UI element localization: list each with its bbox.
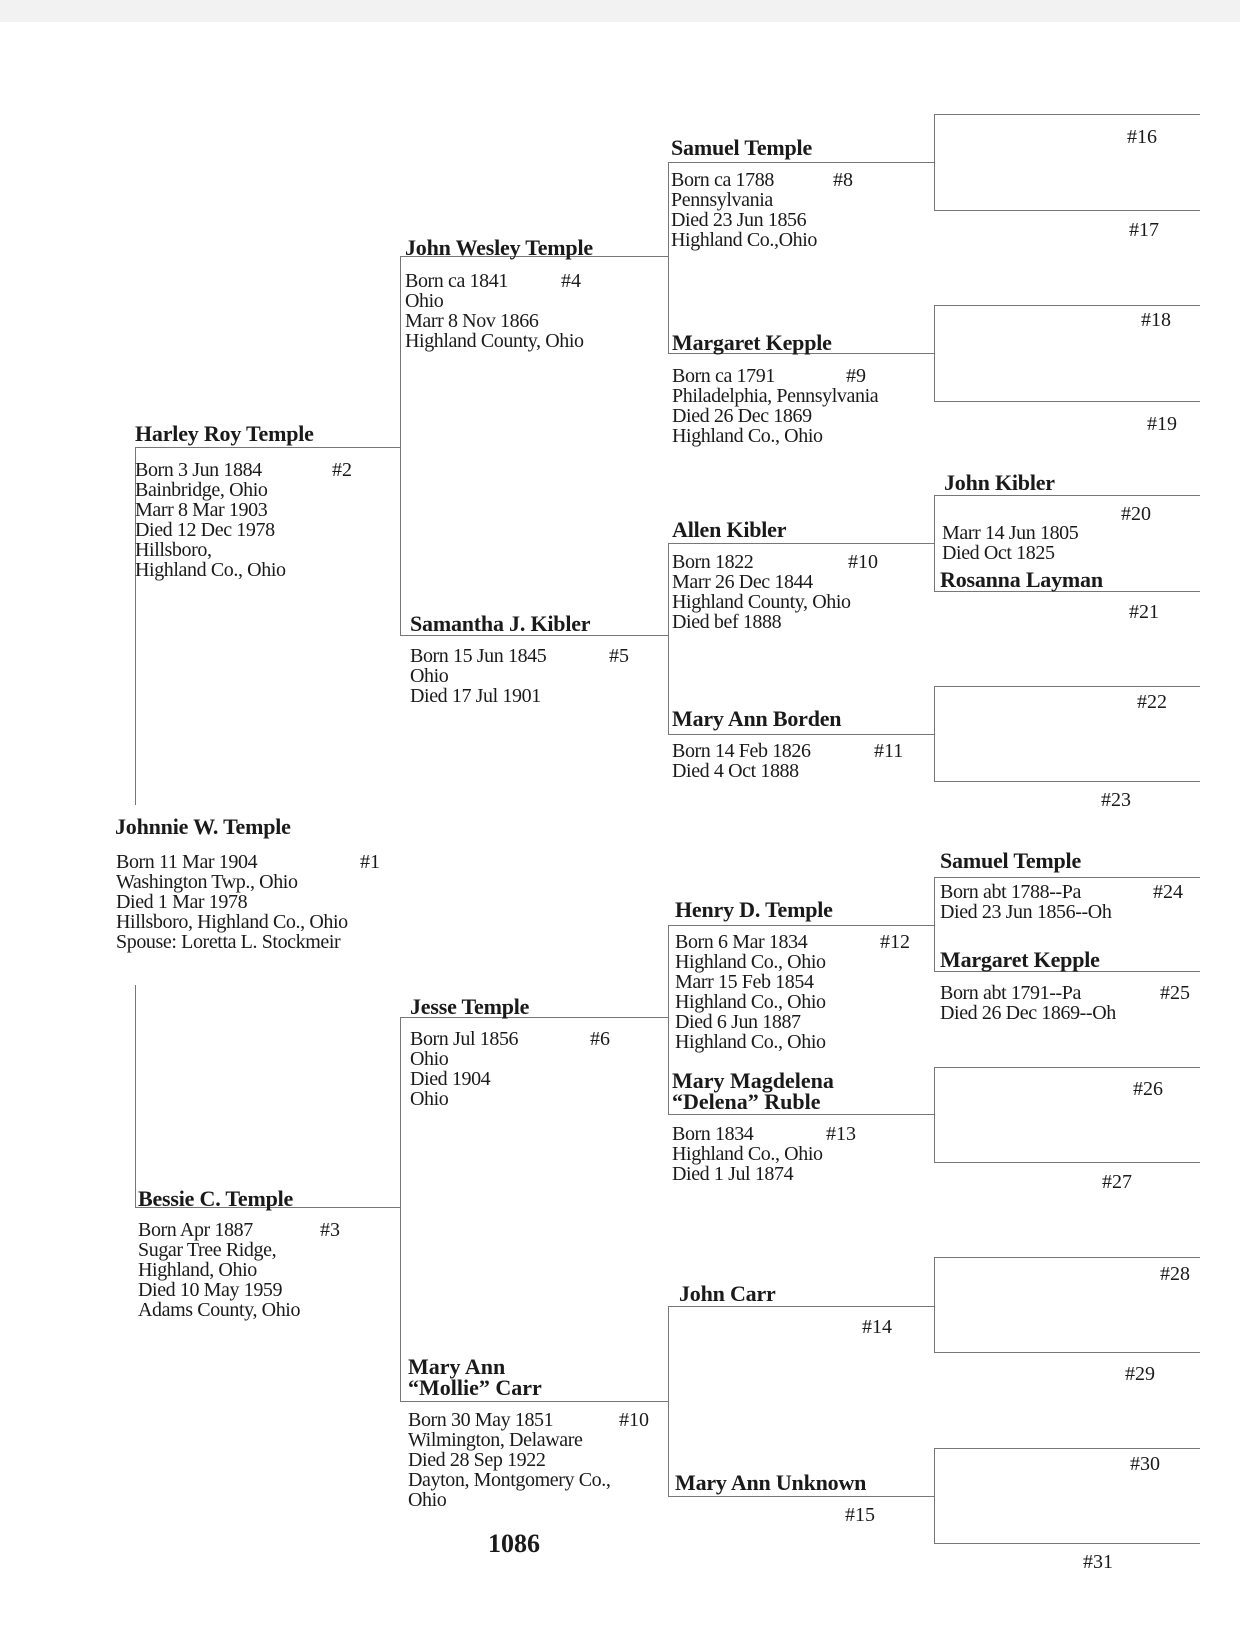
connector-line [400, 1017, 401, 1401]
connector-line [400, 1401, 668, 1402]
person-14-name: John Carr [679, 1281, 776, 1306]
person-1-name: Johnnie W. Temple [115, 814, 291, 839]
connector-line [668, 1306, 934, 1307]
detail-line: Ohio [408, 1489, 447, 1511]
person-11-name: Mary Ann Borden [672, 706, 842, 731]
ancestor-30-number: #30 [1130, 1453, 1160, 1475]
detail-line: Highland County, Ohio [405, 330, 584, 352]
detail-line: Died 23 Jun 1856 [671, 209, 807, 231]
connector-line [668, 543, 934, 544]
connector-line [668, 162, 669, 353]
ancestor-29-number: #29 [1125, 1363, 1155, 1385]
detail-line: Born 11 Mar 1904 [116, 851, 258, 873]
person-2-details [135, 460, 286, 580]
detail-line: Born abt 1791--Pa [940, 982, 1081, 1004]
name-line: Mary Magdelena [672, 1068, 834, 1093]
detail-line: Pennsylvania [671, 189, 773, 211]
person-9-name: Margaret Kepple [672, 330, 832, 355]
connector-line [934, 495, 935, 591]
connector-line [934, 305, 935, 401]
detail-line: Sugar Tree Ridge, [138, 1239, 277, 1261]
name-line: “Delena” Ruble [672, 1089, 821, 1114]
detail-line: Died 28 Sep 1922 [408, 1449, 546, 1471]
connector-line [934, 1067, 1200, 1068]
detail-line: Philadelphia, Pennsylvania [672, 385, 879, 407]
person-15-name: Mary Ann Unknown [675, 1470, 867, 1495]
connector-line [135, 985, 136, 1207]
detail-line: Died 26 Dec 1869 [672, 405, 812, 427]
person-3-number: #3 [320, 1219, 340, 1241]
connector-line [934, 877, 1200, 878]
connector-line [668, 925, 934, 926]
person-2-number: #2 [332, 459, 352, 481]
detail-line: Marr 8 Mar 1903 [135, 499, 268, 521]
connector-line [934, 1543, 1200, 1544]
connector-line [668, 925, 669, 1114]
detail-line: Born ca 1791 [672, 365, 775, 387]
detail-line: Spouse: Loretta L. Stockmeir [116, 931, 341, 953]
detail-line: Born abt 1788--Pa [940, 881, 1081, 903]
person-24-name: Samuel Temple [940, 848, 1082, 873]
detail-line: Born Jul 1856 [410, 1028, 519, 1050]
person-2-name: Harley Roy Temple [135, 421, 314, 446]
connector-line [934, 1352, 1200, 1353]
person-3-name: Bessie C. Temple [138, 1186, 294, 1211]
person-20-details [942, 523, 1078, 563]
detail-line: Died 1 Mar 1978 [116, 891, 248, 913]
ancestor-23-number: #23 [1101, 789, 1131, 811]
detail-line: Born 14 Feb 1826 [672, 740, 811, 762]
connector-line [934, 686, 1200, 687]
person-24-details [940, 882, 1111, 922]
connector-line [934, 305, 1200, 306]
detail-line: Highland Co.,Ohio [671, 229, 817, 251]
ancestor-19-number: #19 [1147, 413, 1177, 435]
person-24-number: #24 [1153, 881, 1183, 903]
detail-line: Hillsboro, Highland Co., Ohio [116, 911, 348, 933]
connector-line [934, 1448, 1200, 1449]
connector-line [934, 210, 1200, 211]
detail-line: Died 23 Jun 1856--Oh [940, 901, 1112, 923]
connector-line [934, 401, 1200, 402]
detail-line: Highland Co., Ohio [675, 991, 826, 1013]
name-line: “Mollie” Carr [408, 1375, 542, 1400]
detail-line: Washington Twp., Ohio [116, 871, 298, 893]
detail-line: Born 15 Jun 1845 [410, 645, 547, 667]
person-5-number: #5 [609, 645, 629, 667]
person-20-name: John Kibler [944, 470, 1055, 495]
person-20-number: #20 [1121, 503, 1151, 525]
connector-line [668, 1496, 934, 1497]
connector-line [934, 114, 1200, 115]
person-13-number: #13 [826, 1123, 856, 1145]
connector-line [934, 1257, 935, 1352]
connector-line [934, 1067, 935, 1162]
detail-line: Highland Co., Ohio [672, 1143, 823, 1165]
connector-line [934, 114, 935, 210]
connector-line [934, 1257, 1200, 1258]
person-6-name: Jesse Temple [410, 994, 530, 1019]
detail-line: Adams County, Ohio [138, 1299, 301, 1321]
person-10-number: #10 [848, 551, 878, 573]
detail-line: Hillsboro, [135, 539, 212, 561]
connector-line [135, 447, 400, 448]
detail-line: Marr 8 Nov 1866 [405, 310, 539, 332]
page-number: 1086 [488, 1529, 540, 1558]
person-5-details [410, 646, 546, 706]
person-10-name: Allen Kibler [672, 517, 787, 542]
connector-line [934, 1162, 1200, 1163]
detail-line: Died 17 Jul 1901 [410, 685, 541, 707]
person-21-name: Rosanna Layman [940, 567, 1103, 592]
detail-line: Born 6 Mar 1834 [675, 931, 808, 953]
person-7-name [408, 1356, 542, 1398]
person-11-details [672, 741, 811, 781]
ancestor-16-number: #16 [1127, 126, 1157, 148]
detail-line: Died 6 Jun 1887 [675, 1011, 801, 1033]
ancestor-22-number: #22 [1137, 691, 1167, 713]
detail-line: Died Oct 1825 [942, 542, 1055, 564]
person-15-number: #15 [845, 1504, 875, 1526]
detail-line: Marr 14 Jun 1805 [942, 522, 1079, 544]
connector-line [668, 543, 669, 734]
detail-line: Died 1 Jul 1874 [672, 1163, 794, 1185]
person-21-number: #21 [1129, 601, 1159, 623]
ancestor-26-number: #26 [1133, 1078, 1163, 1100]
ancestor-18-number: #18 [1141, 309, 1171, 331]
person-13-name [672, 1070, 834, 1112]
person-6-number: #6 [590, 1028, 610, 1050]
person-9-number: #9 [846, 365, 866, 387]
detail-line: Born 1822 [672, 551, 754, 573]
detail-line: Wilmington, Delaware [408, 1429, 583, 1451]
detail-line: Born ca 1841 [405, 270, 508, 292]
detail-line: Born 3 Jun 1884 [135, 459, 262, 481]
person-4-details [405, 271, 584, 351]
detail-line: Marr 26 Dec 1844 [672, 571, 813, 593]
person-25-number: #25 [1160, 982, 1190, 1004]
detail-line: Highland, Ohio [138, 1259, 257, 1281]
connector-line [934, 781, 1200, 782]
detail-line: Ohio [410, 1048, 449, 1070]
person-4-name: John Wesley Temple [405, 235, 593, 260]
person-8-name: Samuel Temple [671, 135, 813, 160]
person-1-number: #1 [360, 851, 380, 873]
person-10-details [672, 552, 851, 632]
person-3-details [138, 1220, 300, 1320]
detail-line: Highland Co., Ohio [675, 951, 826, 973]
connector-line [934, 495, 1200, 496]
person-12-name: Henry D. Temple [675, 897, 833, 922]
detail-line: Died 1904 [410, 1068, 491, 1090]
connector-line [668, 1306, 669, 1496]
detail-line: Highland Co., Ohio [135, 559, 286, 581]
detail-line: Ohio [410, 1088, 449, 1110]
person-7-number: #10 [619, 1409, 649, 1431]
detail-line: Died 26 Dec 1869--Oh [940, 1002, 1116, 1024]
detail-line: Died bef 1888 [672, 611, 782, 633]
person-1-details [116, 852, 348, 952]
detail-line: Born Apr 1887 [138, 1219, 253, 1241]
detail-line: Died 10 May 1959 [138, 1279, 283, 1301]
detail-line: Died 12 Dec 1978 [135, 519, 275, 541]
ancestor-17-number: #17 [1129, 219, 1159, 241]
connector-line [934, 1448, 935, 1543]
connector-line [934, 877, 935, 971]
detail-line: Died 4 Oct 1888 [672, 760, 799, 782]
person-6-details [410, 1029, 518, 1109]
person-12-details [675, 932, 826, 1052]
detail-line: Born 30 May 1851 [408, 1409, 554, 1431]
person-13-details [672, 1124, 823, 1184]
connector-line [668, 1114, 934, 1115]
scan-top-edge [0, 0, 1240, 22]
ancestor-27-number: #27 [1102, 1171, 1132, 1193]
person-8-details [671, 170, 817, 250]
connector-line [668, 734, 934, 735]
connector-line [934, 686, 935, 781]
person-25-details [940, 983, 1116, 1023]
detail-line: Highland County, Ohio [672, 591, 851, 613]
detail-line: Marr 15 Feb 1854 [675, 971, 814, 993]
detail-line: Ohio [405, 290, 444, 312]
person-12-number: #12 [880, 931, 910, 953]
connector-line [668, 162, 934, 163]
person-25-name: Margaret Kepple [940, 947, 1100, 972]
person-4-number: #4 [561, 270, 581, 292]
detail-line: Dayton, Montgomery Co., [408, 1469, 611, 1491]
person-9-details [672, 366, 878, 446]
detail-line: Born ca 1788 [671, 169, 774, 191]
person-8-number: #8 [833, 169, 853, 191]
detail-line: Highland Co., Ohio [675, 1031, 826, 1053]
person-11-number: #11 [874, 740, 904, 762]
person-14-number: #14 [862, 1316, 892, 1338]
detail-line: Highland Co., Ohio [672, 425, 823, 447]
detail-line: Ohio [410, 665, 449, 687]
person-7-details [408, 1410, 610, 1510]
connector-line [400, 256, 401, 635]
person-5-name: Samantha J. Kibler [410, 611, 591, 636]
name-line: Mary Ann [408, 1354, 506, 1379]
ancestor-28-number: #28 [1160, 1263, 1190, 1285]
detail-line: Bainbridge, Ohio [135, 479, 268, 501]
detail-line: Born 1834 [672, 1123, 754, 1145]
ancestor-31-number: #31 [1083, 1551, 1113, 1573]
